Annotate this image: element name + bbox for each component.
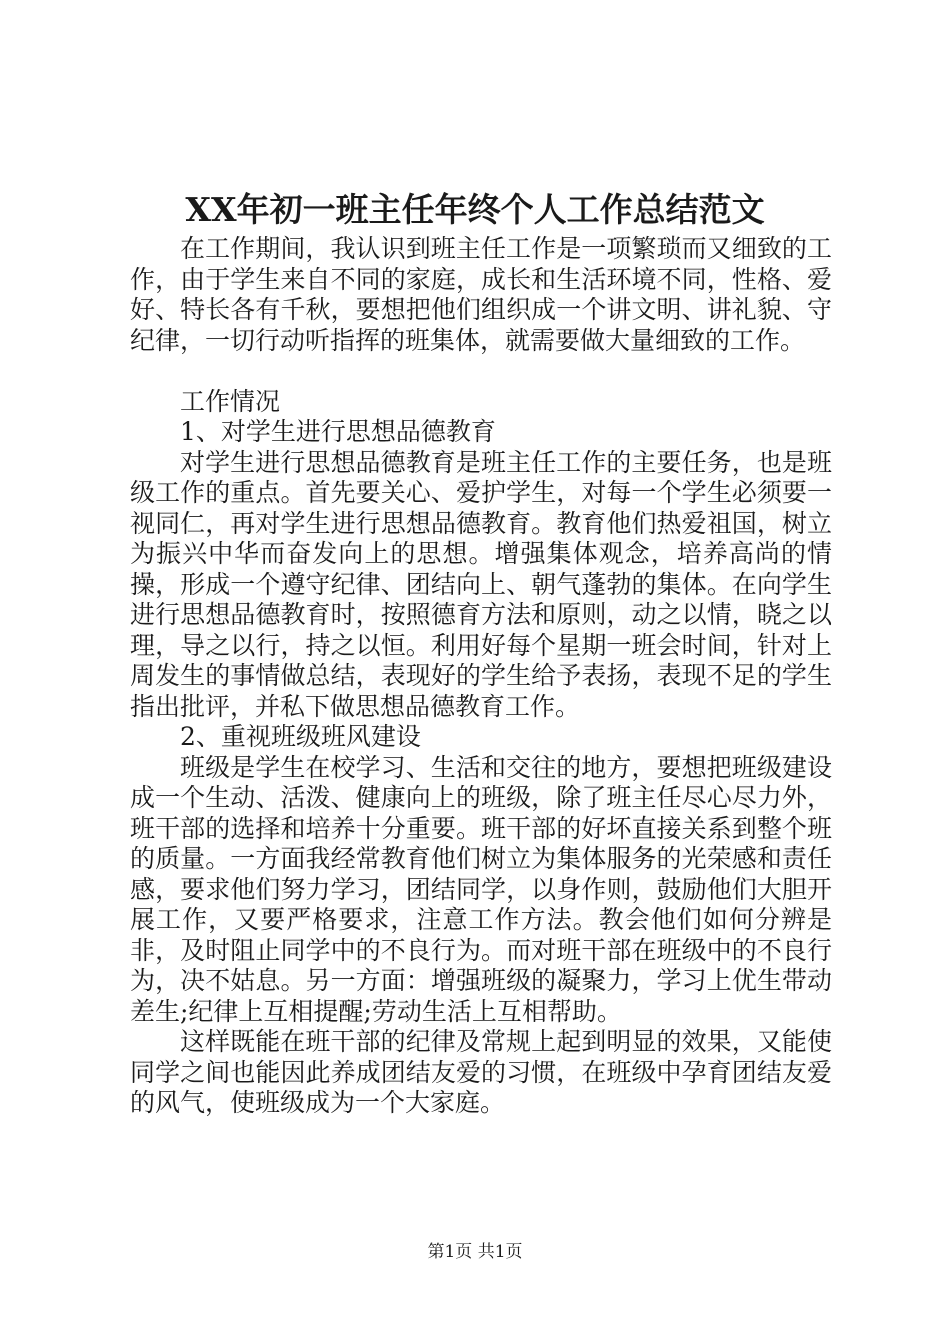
paragraph-spacer [130, 356, 832, 387]
page-footer: 第1页 共1页 [427, 1242, 523, 1262]
section-heading: 工作情况 [180, 386, 281, 416]
item1-paragraph: 对学生进行思想品德教育是班主任工作的主要任务，也是班级工作的重点。首先要关心、爱护学生，对每一个学生必须要一视同仁，再对学生进行思想品德教育。教育他们热爱祖国，树立为振兴中华而奋发向上的思想。增强集体观念，培养高尚的情操，形成一个遵守纪律、团结向上、朝气蓬勃的集体。在向学生进行思想品德教育时，按照德育方法和原则，动之以情，晓之以理，导之以行，持之以恒。利用好每个星期一班会时间，针对上周发生的事情做总结，表现好的学生给予表扬，表现不足的学生指出批评，并私下做思想品德教育工作。 [130, 447, 832, 721]
item2-heading: 2、重视班级班风建设 [180, 722, 421, 751]
document-body [130, 234, 832, 1119]
intro-paragraph: 在工作期间，我认识到班主任工作是一项繁琐而又细致的工作，由于学生来自不同的家庭，成长和生活环境不同，性格、爱好、特长各有千秋，要想把他们组织成一个讲文明、讲礼貌、守纪律，一切行动听指挥的班集体，就需要做大量细致的工作。 [130, 234, 832, 355]
document-title: XX年初一班主任年终个人工作总结范文 [185, 190, 765, 229]
item1-heading: 1、对学生进行思想品德教育 [180, 417, 496, 446]
item2-paragraph: 班级是学生在校学习、生活和交往的地方，要想把班级建设成一个生动、活泼、健康向上的班级，除了班主任尽心尽力外，班干部的选择和培养十分重要。班干部的好坏直接关系到整个班的质量。一方面我经常教育他们树立为集体服务的光荣感和责任感，要求他们努力学习，团结同学，以身作则，鼓励他们大胆开展工作，又要严格要求，注意工作方法。教会他们如何分辨是非，及时阻止同学中的不良行为。而对班干部在班级中的不良行为，决不姑息。另一方面：增强班级的凝聚力，学习上优生带动差生;纪律上互相提醒;劳动生活上互相帮助。 [130, 752, 832, 1026]
closing-paragraph: 这样既能在班干部的纪律及常规上起到明显的效果，又能使同学之间也能因此养成团结友爱的习惯，在班级中孕育团结友爱的风气，使班级成为一个大家庭。 [130, 1027, 832, 1117]
